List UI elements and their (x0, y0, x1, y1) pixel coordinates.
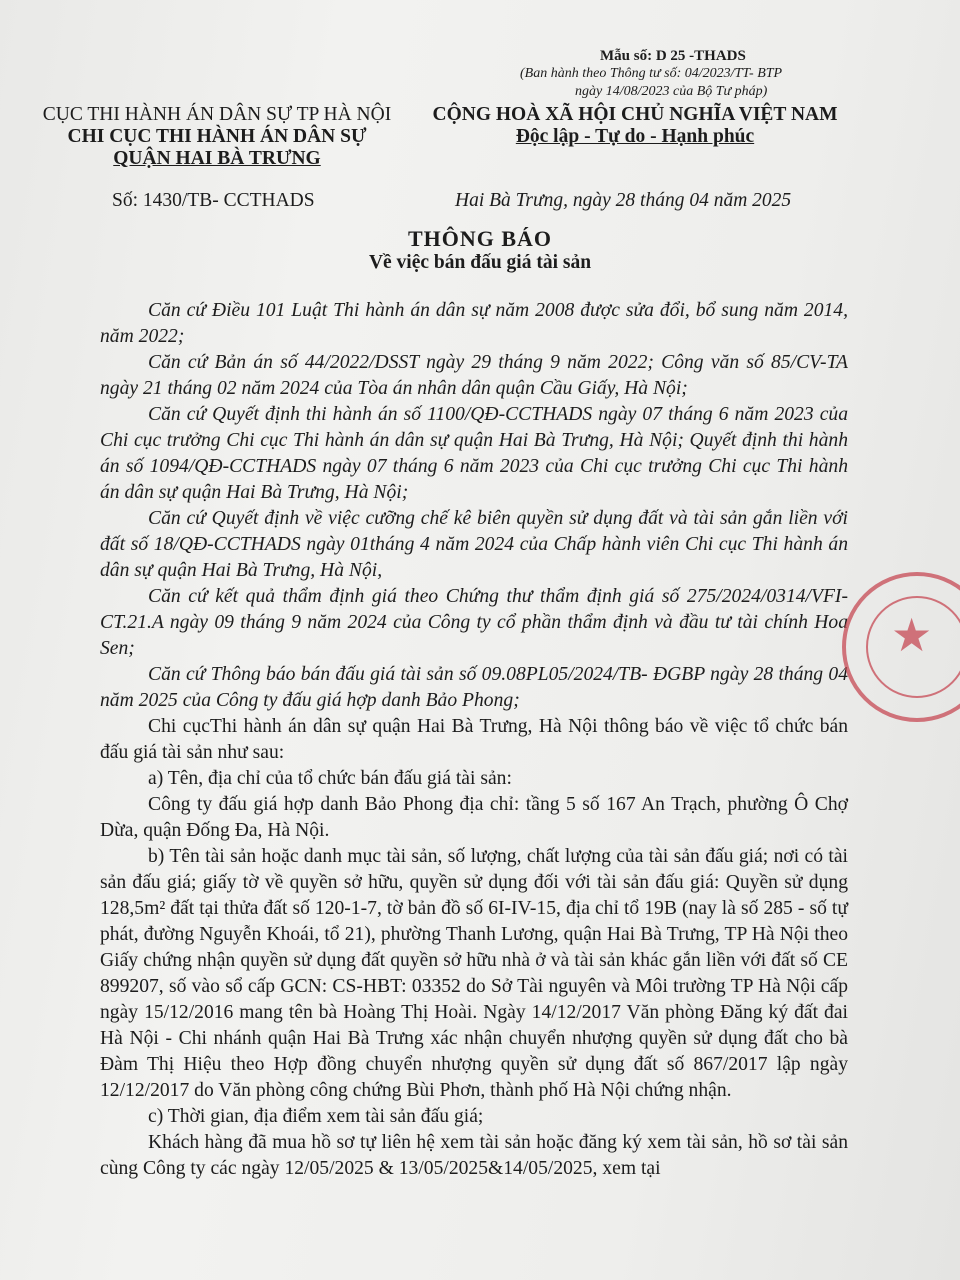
form-note-line-2: ngày 14/08/2023 của Bộ Tư pháp) (575, 84, 768, 99)
official-seal-stamp (842, 572, 960, 722)
nation-motto-line-2: Độc lập - Tự do - Hạnh phúc (515, 126, 755, 147)
agency-line-1: CỤC THI HÀNH ÁN DÂN SỰ TP HÀ NỘI (42, 104, 392, 125)
paragraph-9: Công ty đấu giá hợp danh Bảo Phong địa chỉ: tầng 5 số 167 An Trạch, phường Ô Chợ Dừa, quận Đống Đa, Hà Nội. (100, 794, 848, 841)
agency-line-2: CHI CỤC THI HÀNH ÁN DÂN SỰ (67, 126, 367, 147)
paragraph-7: Chi cụcThi hành án dân sự quận Hai Bà Trưng, Hà Nội thông báo về việc tổ chức bán đấu giá tài sản như sau: (100, 716, 848, 763)
paragraph-5: Căn cứ kết quả thẩm định giá theo Chứng thư thẩm định giá số 275/2024/0314/VFI- CT.21.A ngày 09 tháng 9 năm 2024 của Công ty cổ phần thẩm định và đầu tư tài chính Hoa Sen; (100, 586, 848, 659)
paragraph-10: b) Tên tài sản hoặc danh mục tài sản, số lượng, chất lượng của tài sản đấu giá; nơi có tài sản đấu giá; giấy tờ về quyền sở hữu, quyền sử dụng đối với tài sản đấu giá: Quyền sử dụng 128,5m² đất tại thửa đất số 120-1-7, tờ bản đồ số 6I-IV-15, địa chỉ tổ 19B (nay là số 285 - số tự phát, đường Nguyễn Khoái, tổ 21), phường Thanh Lương, quận Hai Bà Trưng, TP Hà Nội theo Giấy chứng nhận quyền sử dụng đất quyền sở hữu nhà ở và tài sản khác gắn liền với đất số CE 899207, số vào sổ cấp GCN: CS-HBT: 03352 do Sở Tài nguyên và Môi trường TP Hà Nội cấp ngày 15/12/2016 mang tên bà Hoàng Thị Hoài. Ngày 14/12/2017 Văn phòng Đăng ký đất đai Hà Nội - Chi nhánh quận Hai Bà Trưng xác nhận chuyển nhượng quyền sử dụng đất cho bà Đàm Thị Hiệu theo Hợp đồng chuyển nhượng quyền sử dụng đất số 867/2017 lập ngày 12/12/2017 do Văn phòng công chứng Bùi Phơn, thành phố Hà Nội chứng nhận. (100, 846, 848, 1101)
paragraph-4: Căn cứ Quyết định về việc cưỡng chế kê biên quyền sử dụng đất và tài sản gắn liền với đất số 18/QĐ-CCTHADS ngày 01tháng 4 năm 2024 của Chấp hành viên Chi cục Thi hành án dân sự quận Hai Bà Trưng, Hà Nội, (100, 508, 848, 581)
form-code: Mẫu số: D 25 -THADS (600, 48, 746, 64)
document-title: THÔNG BÁO (407, 226, 553, 251)
seal-star-icon: ★ (891, 610, 933, 661)
paragraph-2: Căn cứ Bản án số 44/2022/DSST ngày 29 tháng 9 năm 2022; Công văn số 85/CV-TA ngày 21 tháng 02 năm 2024 của Tòa án nhân dân quận Cầu Giấy, Hà Nội; (100, 352, 848, 399)
date-place: Hai Bà Trưng, ngày 28 tháng 04 năm 2025 (455, 190, 792, 211)
document-body (100, 298, 848, 1182)
agency-line-3: QUẬN HAI BÀ TRƯNG (113, 148, 321, 169)
document-subtitle: Về việc bán đấu giá tài sản (368, 252, 592, 273)
form-note-line-1: (Ban hành theo Thông tư số: 04/2023/TT- BTP (520, 66, 783, 81)
document-number: Số: 1430/TB- CCTHADS (112, 190, 315, 211)
paragraph-6: Căn cứ Thông báo bán đấu giá tài sản số 09.08PL05/2024/TB- ĐGBP ngày 28 tháng 04 năm 2025 của Công ty đấu giá hợp danh Bảo Phong; (100, 664, 848, 711)
paragraph-3: Căn cứ Quyết định thi hành án số 1100/QĐ-CCTHADS ngày 07 tháng 6 năm 2023 của Chi cục trưởng Chi cục Thi hành án dân sự quận Hai Bà Trưng, Hà Nội; Quyết định thi hành án số 1094/QĐ-CCTHADS ngày 07 tháng 6 năm 2023 của Chi cục trưởng Chi cục Thi hành án dân sự quận Hai Bà Trưng, Hà Nội; (100, 404, 848, 503)
nation-motto-line-1: CỘNG HOÀ XÃ HỘI CHỦ NGHĨA VIỆT NAM (432, 104, 838, 125)
paragraph-1: Căn cứ Điều 101 Luật Thi hành án dân sự năm 2008 được sửa đổi, bổ sung năm 2014, năm 2022; (100, 300, 848, 347)
paragraph-12: Khách hàng đã mua hồ sơ tự liên hệ xem tài sản hoặc đăng ký xem tài sản, hồ sơ tài sản cùng Công ty các ngày 12/05/2025 & 13/05/2025&14/05/2025, xem tại (100, 1132, 848, 1179)
paragraph-8: a) Tên, địa chỉ của tổ chức bán đấu giá tài sản: (148, 768, 512, 789)
paragraph-11: c) Thời gian, địa điểm xem tài sản đấu giá; (148, 1106, 484, 1127)
